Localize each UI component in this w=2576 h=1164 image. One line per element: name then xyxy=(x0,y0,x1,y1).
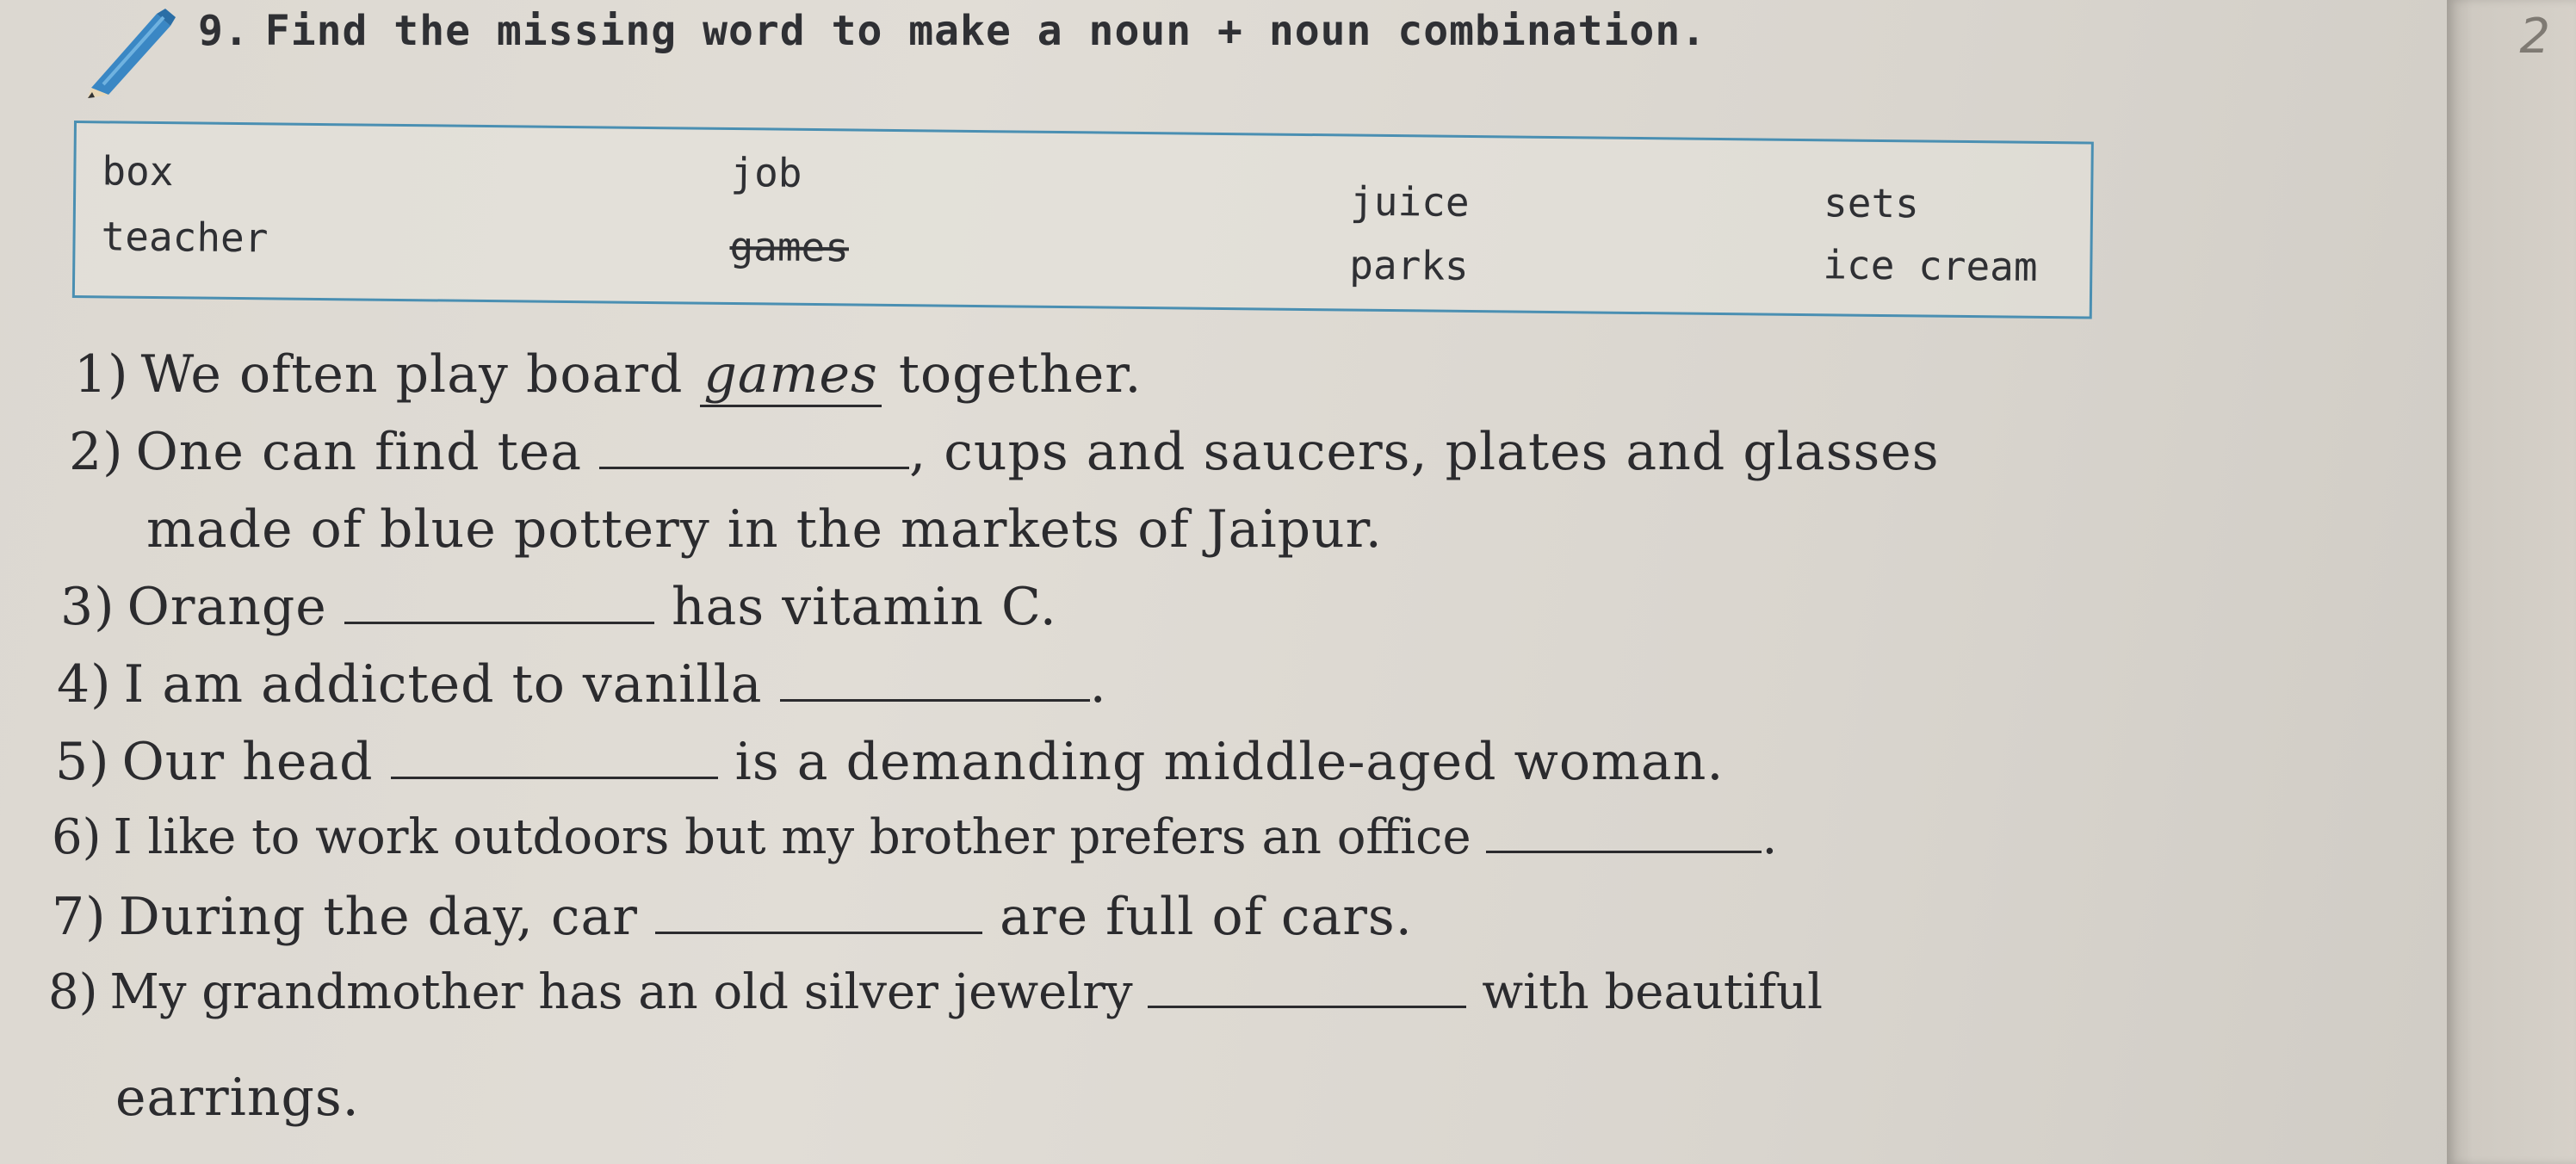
item-number: 8) xyxy=(48,964,98,1020)
item-text-before: My grandmother has an old silver jewelry xyxy=(109,964,1133,1020)
item-text-after: is a demanding middle-aged woman. xyxy=(734,732,1725,792)
item-text-before: I am addicted to vanilla xyxy=(123,654,763,715)
word-box xyxy=(72,121,2094,319)
pencil-icon xyxy=(84,5,179,100)
facing-page-edge xyxy=(2447,0,2576,1164)
word-box-word: box xyxy=(102,147,174,195)
word-box-word-crossed: games xyxy=(729,222,850,271)
item-number: 2) xyxy=(69,422,124,482)
exercise-title xyxy=(198,7,1706,55)
exercise-item-4 xyxy=(57,654,1107,715)
item-number: 6) xyxy=(52,809,102,865)
item-text-before: During the day, car xyxy=(118,887,638,947)
item-number: 4) xyxy=(57,654,112,715)
answer-blank[interactable] xyxy=(391,776,718,779)
item-text-before: Orange xyxy=(127,577,327,637)
exercise-item-8-continued: earrings. xyxy=(115,1068,360,1128)
answer-blank[interactable] xyxy=(1148,1005,1466,1008)
item-text-after: has vitamin C. xyxy=(671,577,1057,637)
exercise-item-2-continued: made of blue pottery in the markets of Jaipur. xyxy=(146,499,1383,560)
answer-blank[interactable] xyxy=(655,931,982,934)
item-text-after: . xyxy=(1762,809,1778,865)
item-text-before: We often play board xyxy=(140,344,684,405)
word-box-word: ice cream xyxy=(1823,241,2038,290)
answer-blank[interactable] xyxy=(1486,850,1762,853)
exercise-item-6 xyxy=(52,809,1777,865)
exercise-instruction: Find the missing word to make a noun + noun combination. xyxy=(264,7,1707,55)
item-text-after: with beautiful xyxy=(1482,964,1824,1020)
word-box-word: parks xyxy=(1349,241,1470,289)
item-text-before: I like to work outdoors but my brother prefers an office xyxy=(113,809,1471,865)
answer-blank[interactable] xyxy=(599,466,909,469)
exercise-number: 9. xyxy=(198,7,250,55)
word-box-word: job xyxy=(730,148,802,196)
item-number: 1) xyxy=(74,344,129,405)
page-number: 2 xyxy=(2519,9,2550,65)
word-box-word: sets xyxy=(1823,179,1920,227)
exercise-item-2 xyxy=(69,422,1940,482)
item-text-after: are full of cars. xyxy=(1000,887,1413,947)
filled-answer: games xyxy=(700,344,881,407)
item-number: 7) xyxy=(52,887,107,947)
item-text-before: One can find tea xyxy=(135,422,583,482)
word-box-word: teacher xyxy=(101,213,269,262)
word-box-word: juice xyxy=(1349,177,1470,226)
item-text-before: Our head xyxy=(121,732,374,792)
exercise-item-7 xyxy=(52,887,1413,947)
exercise-item-8 xyxy=(48,964,1823,1020)
item-text-after: , cups and saucers, plates and glasses xyxy=(909,422,1940,482)
answer-blank[interactable] xyxy=(780,698,1090,702)
item-number: 3) xyxy=(60,577,115,637)
exercise-item-3 xyxy=(60,577,1057,637)
answer-blank[interactable] xyxy=(344,621,654,624)
item-text-after: . xyxy=(1089,654,1107,715)
item-number: 5) xyxy=(55,732,110,792)
item-text-after: together. xyxy=(898,344,1142,405)
exercise-item-1 xyxy=(74,344,1142,405)
exercise-item-5 xyxy=(55,732,1724,792)
